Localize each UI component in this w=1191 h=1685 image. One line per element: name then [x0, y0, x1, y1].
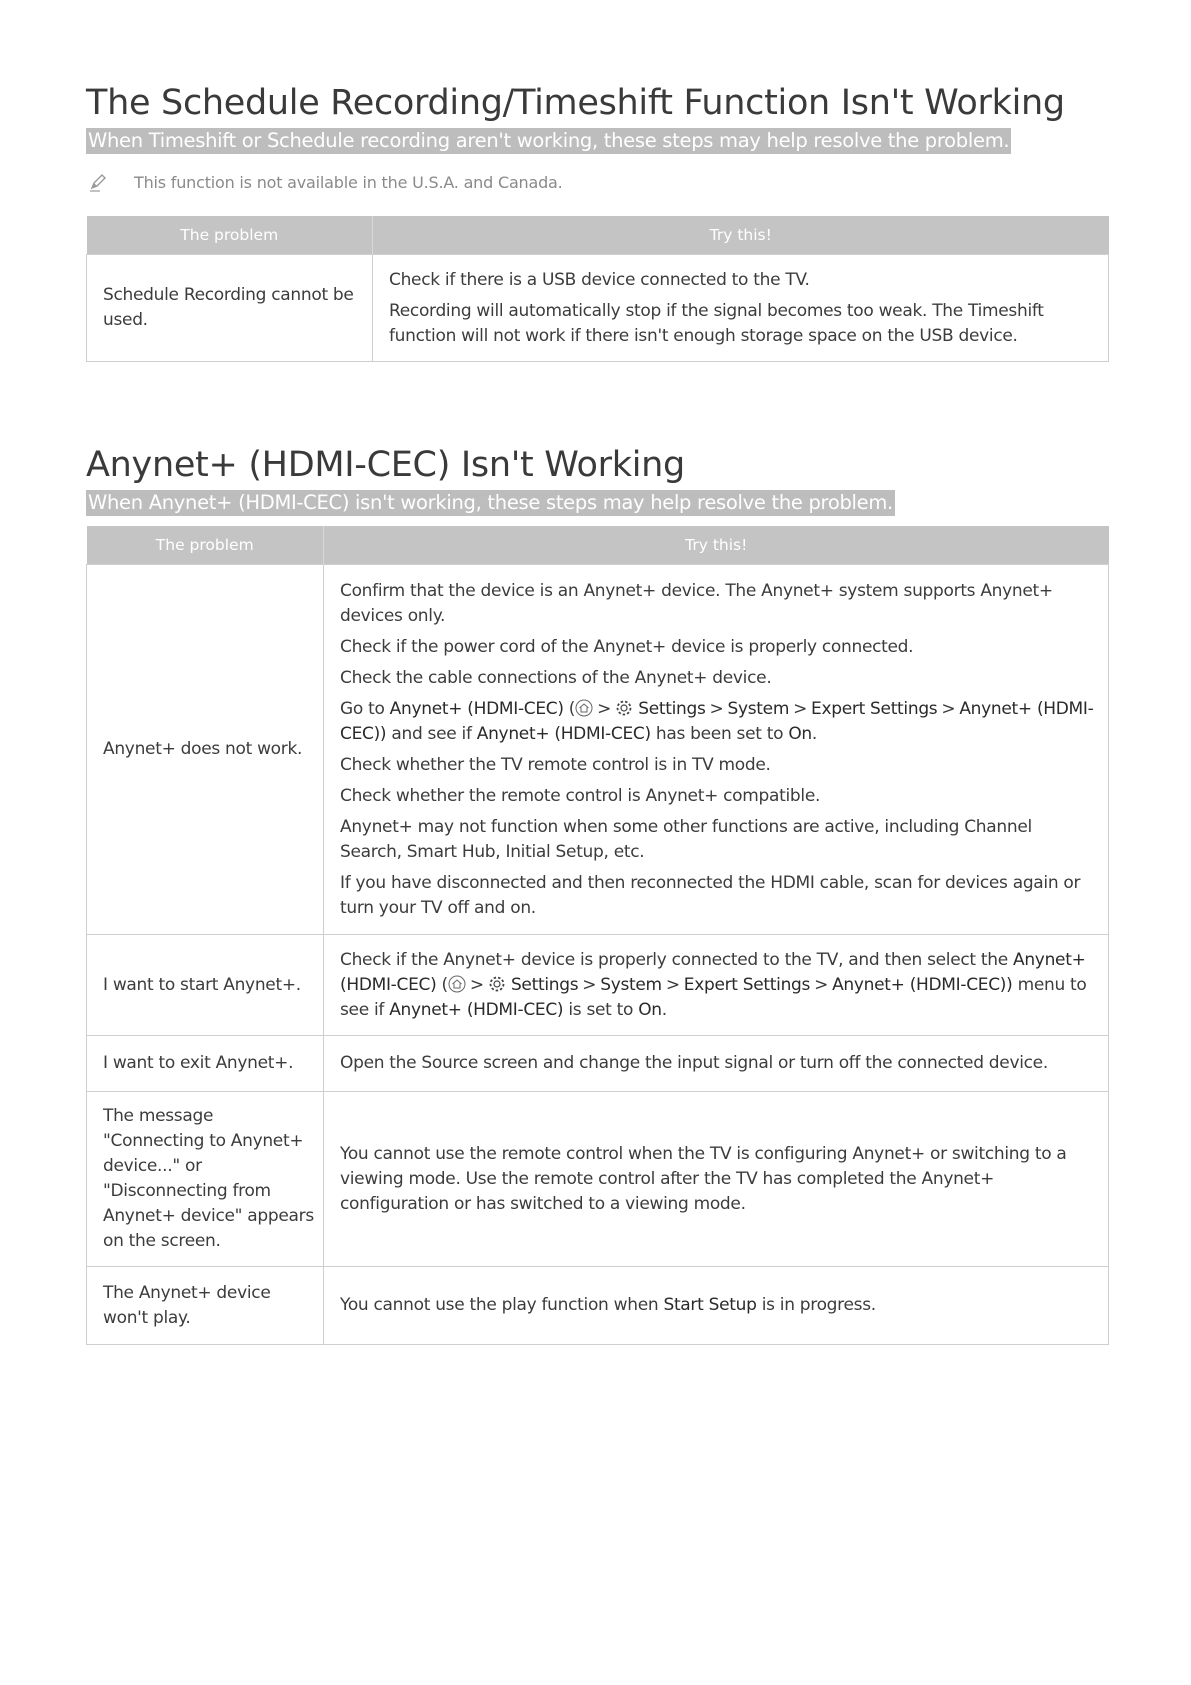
menu-anynet: Anynet+ (HDMI-CEC)	[389, 698, 564, 719]
table-row	[87, 565, 1109, 935]
header-try: Try this!	[324, 526, 1109, 565]
menu-anynet-short: Anynet+	[959, 698, 1032, 719]
menu-settings: Settings	[510, 974, 579, 995]
menu-settings: Settings	[638, 698, 706, 719]
troubleshoot-table-anynet	[86, 526, 1109, 1345]
chevron-right-icon: >	[793, 698, 808, 719]
solution-line: Check if the power cord of the Anynet+ device is properly connected.	[340, 636, 914, 657]
table-header-row	[87, 526, 1109, 565]
value-on: On	[638, 999, 662, 1020]
problem-cell: Anynet+ does not work.	[87, 565, 324, 935]
note	[86, 170, 1108, 194]
table-row	[87, 1092, 1109, 1267]
note-text: This function is not available in the U.S.A. and Canada.	[134, 172, 563, 192]
start-setup-label: Start Setup	[663, 1295, 757, 1315]
solution-line: Confirm that the device is an Anynet+ device. The Anynet+ system supports Anynet+ devices only.	[340, 580, 1053, 626]
section-title: Anynet+ (HDMI-CEC) Isn't Working	[86, 445, 685, 485]
menu-anynet-tail: (HDMI-CEC))	[909, 974, 1013, 995]
solution-line: Check if there is a USB device connected to the TV.	[389, 269, 810, 290]
section-subtitle: When Timeshift or Schedule recording aren't working, these steps may help resolve the problem.	[88, 129, 1010, 152]
solution-line: Check the cable connections of the Anynet+ device.	[340, 667, 772, 688]
solution-cell	[324, 935, 1109, 1036]
problem-cell: I want to start Anynet+.	[87, 935, 324, 1036]
solution-cell: You cannot use the play function when Start Setup is in progress.	[324, 1267, 1109, 1345]
chevron-right-icon: >	[597, 698, 612, 719]
chevron-right-icon: >	[814, 974, 829, 995]
solution-line: Check whether the remote control is Anynet+ compatible.	[340, 785, 821, 806]
gear-icon	[615, 699, 633, 717]
troubleshoot-table-recording	[86, 216, 1109, 362]
chevron-right-icon: >	[941, 698, 956, 719]
solution-line-menu-path: Go to Anynet+ (HDMI-CEC) ( > Settings > System > Expert Settings > Anynet+ (HDMI-CEC)) and see if Anynet+ (HDMI-CEC) has been set to On.	[340, 698, 1094, 744]
header-try: Try this!	[373, 216, 1109, 255]
home-icon	[575, 699, 593, 717]
gear-icon	[488, 975, 506, 993]
menu-system: System	[727, 698, 790, 719]
menu-anynet: Anynet+ (HDMI-CEC)	[340, 949, 1086, 995]
table-header-row	[87, 216, 1109, 255]
chevron-right-icon: >	[582, 974, 597, 995]
solution-cell: Open the Source screen and change the input signal or turn off the connected device.	[324, 1036, 1109, 1092]
solution-line: Recording will automatically stop if the signal becomes too weak. The Timeshift function will not work if there isn't enough storage space on the USB device.	[389, 300, 1044, 346]
menu-anynet: Anynet+ (HDMI-CEC)	[389, 999, 564, 1020]
problem-cell: The message "Connecting to Anynet+ device..." or "Disconnecting from Anynet+ device" appears on the screen.	[87, 1092, 324, 1267]
chevron-right-icon: >	[665, 974, 680, 995]
value-on: On	[788, 723, 812, 744]
section-title: The Schedule Recording/Timeshift Function Isn't Working	[86, 83, 1065, 123]
problem-cell: Schedule Recording cannot be used.	[87, 255, 373, 362]
menu-anynet-tail: (HDMI-CEC))	[340, 698, 1094, 744]
solution-cell	[373, 255, 1109, 362]
table-row	[87, 1267, 1109, 1345]
section-subtitle: When Anynet+ (HDMI-CEC) isn't working, these steps may help resolve the problem.	[88, 491, 893, 514]
home-icon	[448, 975, 466, 993]
problem-cell: I want to exit Anynet+.	[87, 1036, 324, 1092]
chevron-right-icon: >	[469, 974, 484, 995]
section-anynet	[86, 442, 1108, 1345]
problem-cell: The Anynet+ device won't play.	[87, 1267, 324, 1345]
menu-anynet-short: Anynet+	[832, 974, 905, 995]
menu-anynet: Anynet+ (HDMI-CEC)	[476, 723, 651, 744]
table-row	[87, 935, 1109, 1036]
solution-cell	[324, 565, 1109, 935]
menu-system: System	[600, 974, 662, 995]
table-row	[87, 1036, 1109, 1092]
header-problem: The problem	[87, 216, 373, 255]
solution-line-menu-path: Check if the Anynet+ device is properly connected to the TV, and then select the Anynet+ (HDMI-CEC) ( > Settings > System > Expert Settings > Anynet+ (HDMI-CEC)) menu to see if Anynet+ (HDMI-CEC) is set to On.	[340, 949, 1087, 1020]
section-schedule-recording	[86, 80, 1108, 362]
menu-expert-settings: Expert Settings	[811, 698, 938, 719]
chevron-right-icon: >	[709, 698, 724, 719]
table-row	[87, 255, 1109, 362]
solution-cell: You cannot use the remote control when the TV is configuring Anynet+ or switching to a viewing mode. Use the remote control after the TV has completed the Anynet+ configuration or has switched to a viewing mode.	[324, 1092, 1109, 1267]
pencil-note-icon	[86, 170, 110, 194]
solution-line: Anynet+ may not function when some other functions are active, including Channel Search, Smart Hub, Initial Setup, etc.	[340, 816, 1032, 862]
solution-line: If you have disconnected and then reconnected the HDMI cable, scan for devices again or turn your TV off and on.	[340, 872, 1081, 918]
header-problem: The problem	[87, 526, 324, 565]
solution-line: Check whether the TV remote control is in TV mode.	[340, 754, 771, 775]
menu-expert-settings: Expert Settings	[683, 974, 811, 995]
